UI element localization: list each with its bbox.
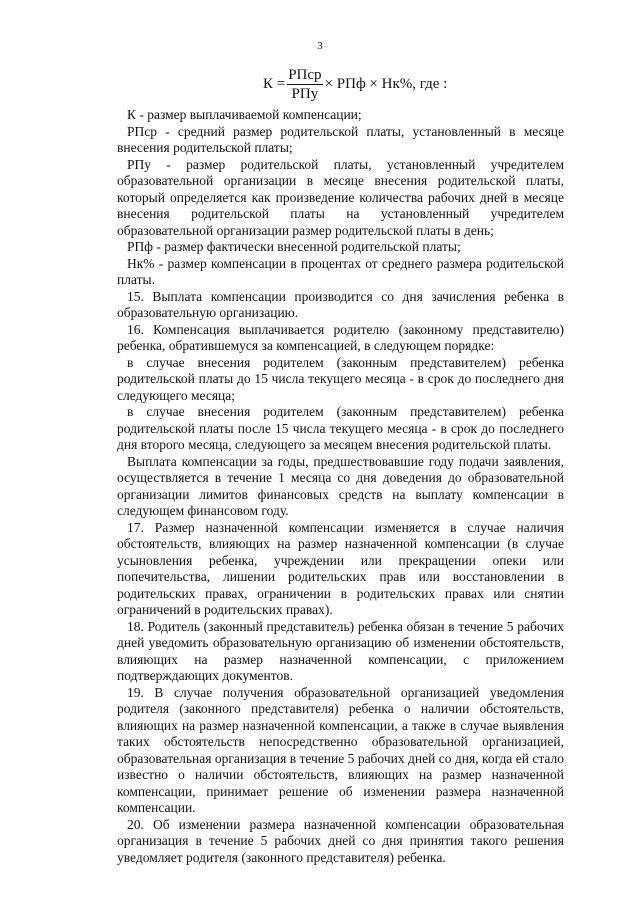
clause-19: 19. В случае получения образовательной организацией уведомления родителя (законного представителя) ребенка о наличии обстоятельств, влияющих на размер назначенной компенсации, а также в случае выявления таких обстоятельств непосредственно образовательной организацией, образовательная организация в течение 5 рабочих дней со дня, когда ей стало известно о наличии обстоятельств, влияющих на размер назначенной компенсации, принимает решение об изменении размера назначенной компенсации. [117, 684, 564, 815]
clause-18: 18. Родитель (законный представитель) ребенка обязан в течение 5 рабочих дней уведомить образовательную организацию об изменении обстоятельств, влияющих на размер назначенной компенсации, с приложением подтверждающих документов. [117, 618, 564, 683]
definition-nk: Нк% - размер компенсации в процентах от среднего размера родительской платы. [117, 255, 564, 287]
clause-16-case-2: в случае внесения родителем (законным представителем) ребенка родительской платы после 15 числа текущего месяца - в срок до последнего дня второго месяца, следующего за месяцем внесения родительской платы. [117, 404, 564, 452]
definition-rpu: РПу - размер родительской платы, установленный учредителем образовательной организации в месяце внесения родительской платы, который определяется как произведение количества рабочих дней в месяце внесения родительской платы на установленный учредителем образовательной организации размер родительской платы в день; [117, 156, 564, 238]
clause-20: 20. Об изменении размера назначенной компенсации образовательная организация в течение 5 рабочих дней со дня принятия такого решения уведомляет родителя (законного представителя) ребенка. [117, 816, 564, 865]
page-number: 3 [317, 40, 323, 52]
formula-denominator: РПу [291, 86, 319, 102]
compensation-formula [263, 66, 447, 103]
clause-16-prior-years: Выплата компенсации за годы, предшествовавшие году подачи заявления, осуществляется в течение 1 месяца со дня доведения до образовательной организации лимитов финансовых средств на выплату компенсации в следующем финансовом году. [117, 453, 564, 518]
formula-lhs: К = [263, 76, 286, 92]
definition-rpsr: РПср - средний размер родительской платы, установленный в месяце внесения родительской платы; [117, 123, 564, 155]
clause-17: 17. Размер назначенной компенсации изменяется в случае наличия обстоятельств, влияющих на размер назначенной компенсации (в случае усыновления ребенка, учреждении или прекращении опеки или попечительства, лишении родительских прав или восстановлении в родительских правах, ограничении в родительских правах или снятии ограничений в родительских правах). [117, 519, 564, 617]
clause-16: 16. Компенсация выплачивается родителю (законному представителю) ребенка, обратившемуся за компенсацией, в следующем порядке: [117, 321, 564, 353]
clause-16-case-1: в случае внесения родителем (законным представителем) ребенка родительской платы до 15 числа текущего месяца - в срок до последнего дня следующего месяца; [117, 354, 564, 403]
definition-k: К - размер выплачиваемой компенсации; [127, 107, 362, 122]
document-body [117, 107, 564, 866]
formula-numerator: РПср [288, 67, 322, 83]
formula-rhs: × РПф × Нк%, где : [324, 76, 448, 92]
formula-fraction [287, 66, 322, 103]
clause-15: 15. Выплата компенсации производится со дня зачисления ребенка в образовательную организацию. [117, 288, 564, 320]
definition-rpf: РПф - размер фактически внесенной родительской платы; [127, 239, 461, 254]
